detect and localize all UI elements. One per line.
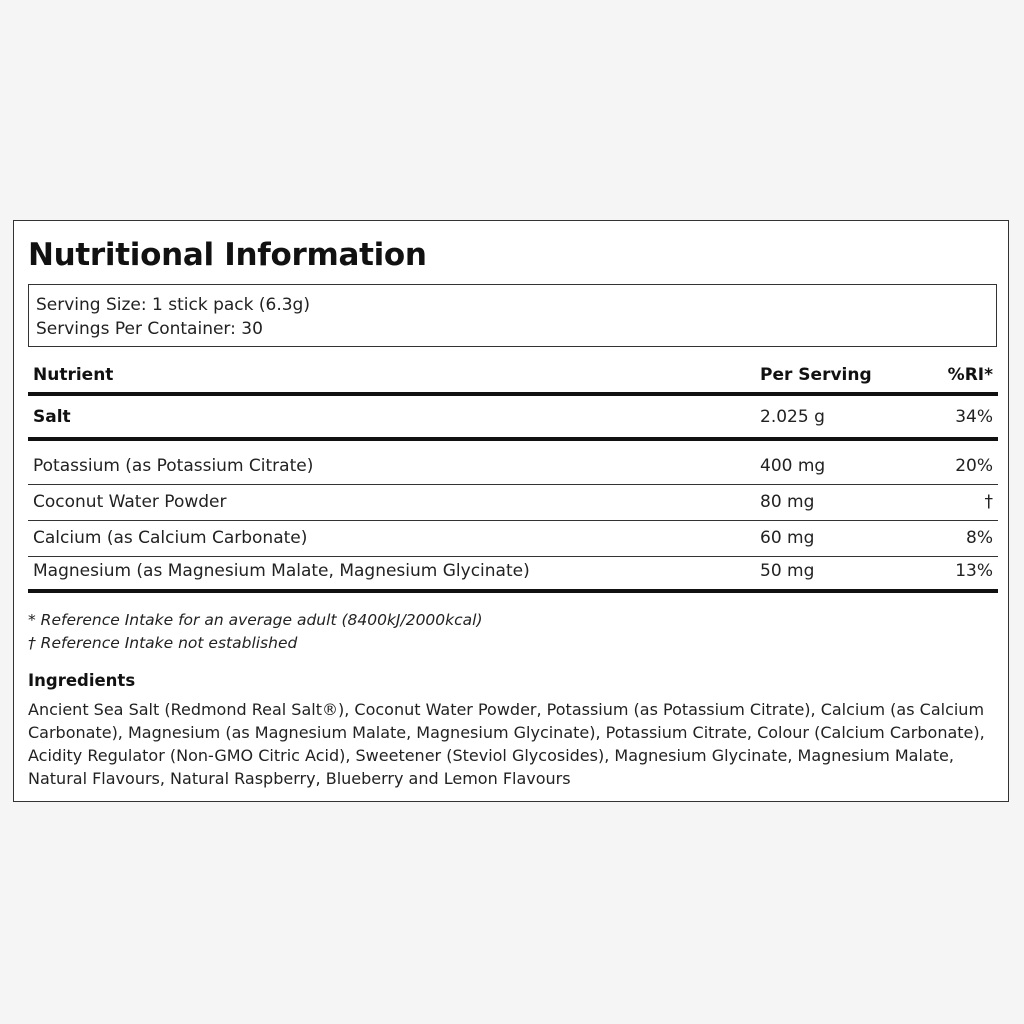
nutrient-name: Coconut Water Powder <box>33 492 227 512</box>
table-header-row <box>28 359 998 396</box>
nutrient-ri: 8% <box>966 528 993 548</box>
nutrient-ri: 34% <box>955 407 993 427</box>
table-row <box>28 557 998 593</box>
serving-info-box <box>28 284 997 347</box>
servings-per-container: Servings Per Container: 30 <box>36 319 263 339</box>
nutrient-name: Potassium (as Potassium Citrate) <box>33 456 314 476</box>
ingredients-list: Ancient Sea Salt (Redmond Real Salt®), Coconut Water Powder, Potassium (as Potassium Citrate), Calcium (as Calcium Carbonate), Magnesium (as Magnesium Malate, Magnesium Glycinate), Potassium Citrate, Colour (Calcium Carbonate), Acidity Regulator (Non-GMO Citric Acid), Sweetener (Steviol Glycosides), Magnesium Glycinate, Magnesium Malate, Natural Flavours, Natural Raspberry, Blueberry and Lemon Flavours <box>28 700 985 788</box>
nutrient-name: Calcium (as Calcium Carbonate) <box>33 528 308 548</box>
nutrient-ri: 13% <box>955 561 993 581</box>
nutrient-amount: 2.025 g <box>760 407 825 427</box>
nutrient-ri: † <box>984 492 993 512</box>
header-nutrient: Nutrient <box>33 365 114 385</box>
footnotes <box>28 609 483 655</box>
table-row <box>28 521 998 557</box>
nutrient-amount: 50 mg <box>760 561 815 581</box>
nutrient-amount: 60 mg <box>760 528 815 548</box>
nutrient-ri: 20% <box>955 456 993 476</box>
nutrient-name: Salt <box>33 407 71 427</box>
nutrient-name: Magnesium (as Magnesium Malate, Magnesium Glycinate) <box>33 561 530 581</box>
table-row <box>28 396 998 441</box>
nutrient-table <box>28 359 998 593</box>
header-per-serving: Per Serving <box>760 365 872 385</box>
nutrient-amount: 400 mg <box>760 456 826 476</box>
nutrient-amount: 80 mg <box>760 492 815 512</box>
panel-title: Nutritional Information <box>28 237 427 273</box>
ingredients-heading: Ingredients <box>28 671 136 690</box>
footnote-reference-intake: * Reference Intake for an average adult (8400kJ/2000kcal) <box>28 611 483 629</box>
serving-size: Serving Size: 1 stick pack (6.3g) <box>36 295 310 315</box>
table-row <box>28 441 998 485</box>
nutrition-panel <box>13 220 1009 802</box>
header-ri: %RI* <box>947 365 993 385</box>
footnote-not-established: † Reference Intake not established <box>28 634 298 652</box>
table-row <box>28 485 998 521</box>
